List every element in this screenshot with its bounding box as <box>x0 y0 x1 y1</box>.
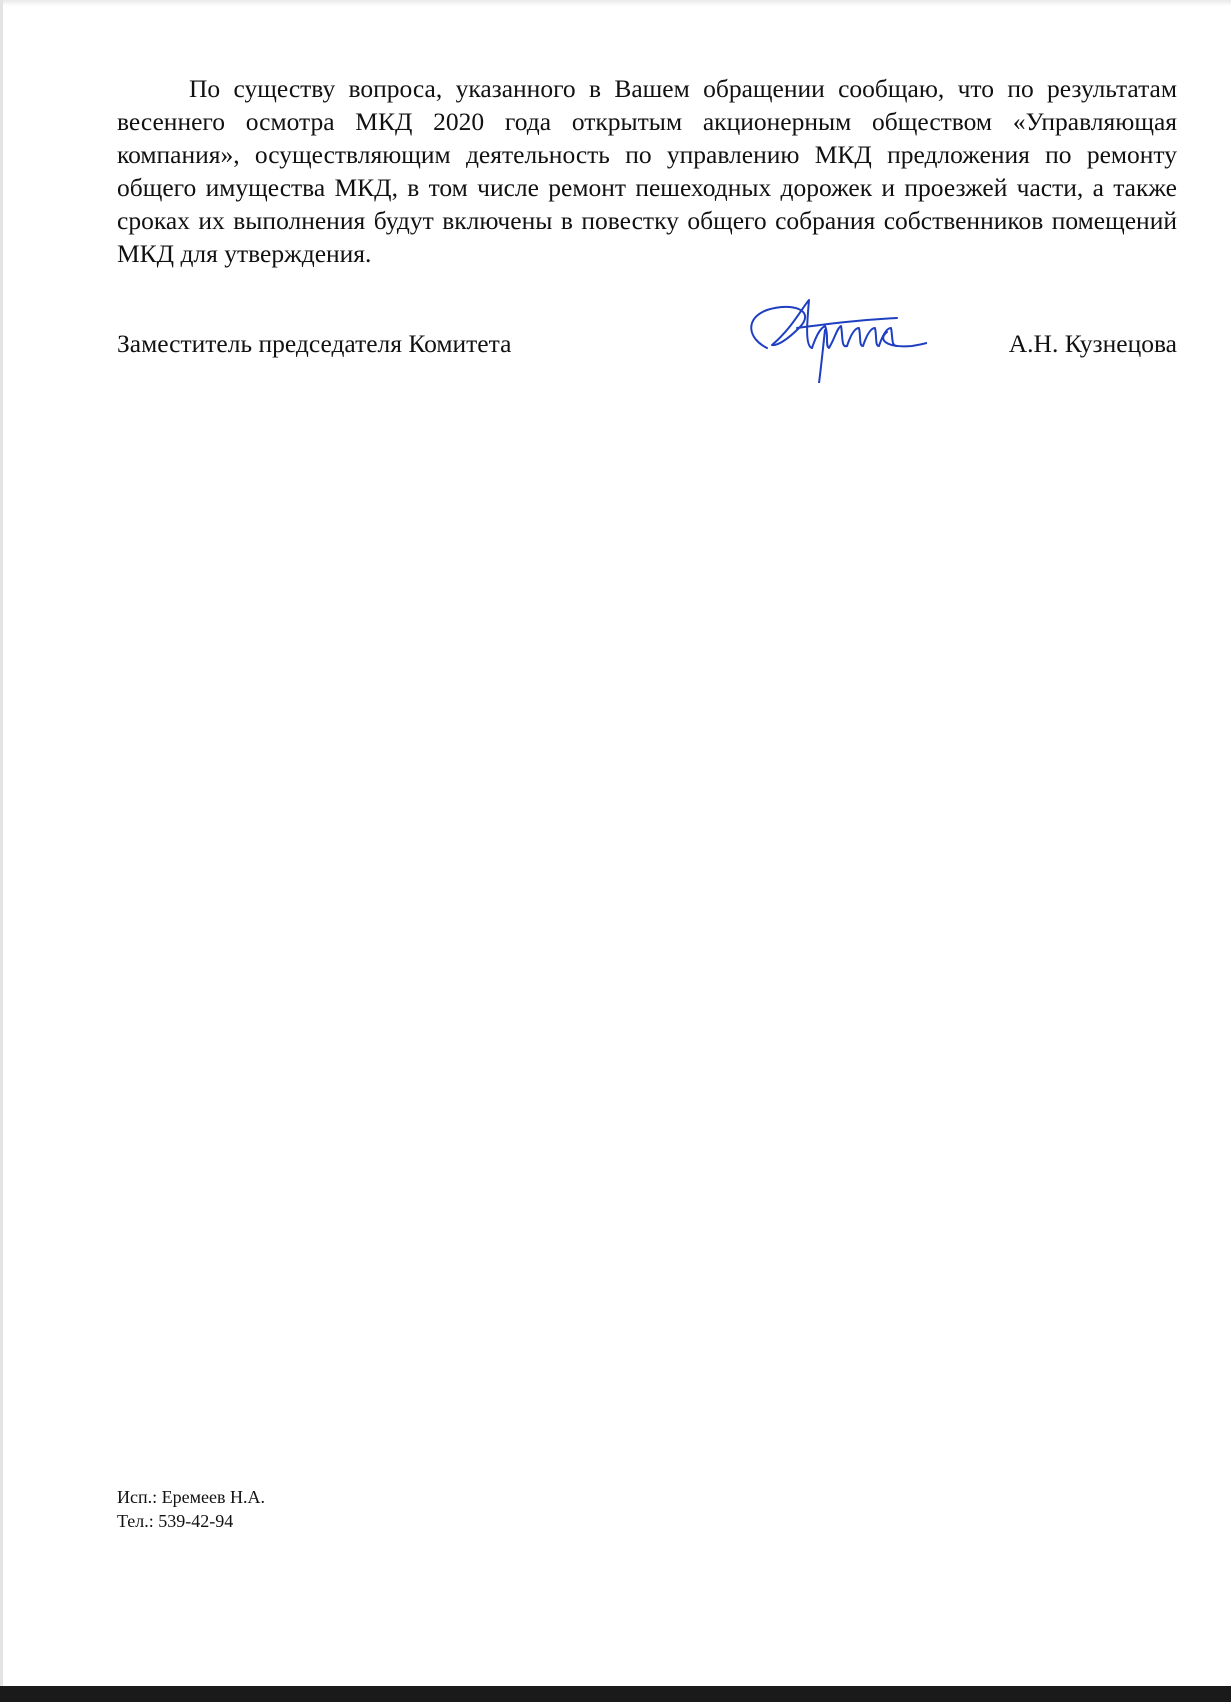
signature-row <box>117 327 1177 367</box>
executor-info <box>117 1485 265 1533</box>
executor-name: Исп.: Еремеев Н.А. <box>117 1487 265 1507</box>
executor-phone: Тел.: 539-42-94 <box>117 1511 234 1531</box>
signature-strokes <box>751 300 927 383</box>
letter-body-paragraph: По существу вопроса, указанного в Вашем обращении сообщаю, что по результатам весеннего осмотра МКД 2020 года открытым акционерным обществом «Управляющая компания», осуществляющим деятельность по управлению МКД предложения по ремонту общего имущества МКД, в том числе ремонт пешеходных дорожек и проезжей части, а также сроках их выполнения будут включены в повестку общего собрания собственников помещений МКД для утверждения. <box>117 74 1177 268</box>
scan-left-edge <box>0 0 3 1702</box>
signatory-title: Заместитель председателя Комитета <box>117 329 512 358</box>
signatory-name: А.Н. Кузнецова <box>1008 329 1177 358</box>
scan-top-edge <box>0 0 1231 6</box>
scan-bottom-edge <box>0 1686 1231 1702</box>
handwritten-signature <box>737 288 927 383</box>
